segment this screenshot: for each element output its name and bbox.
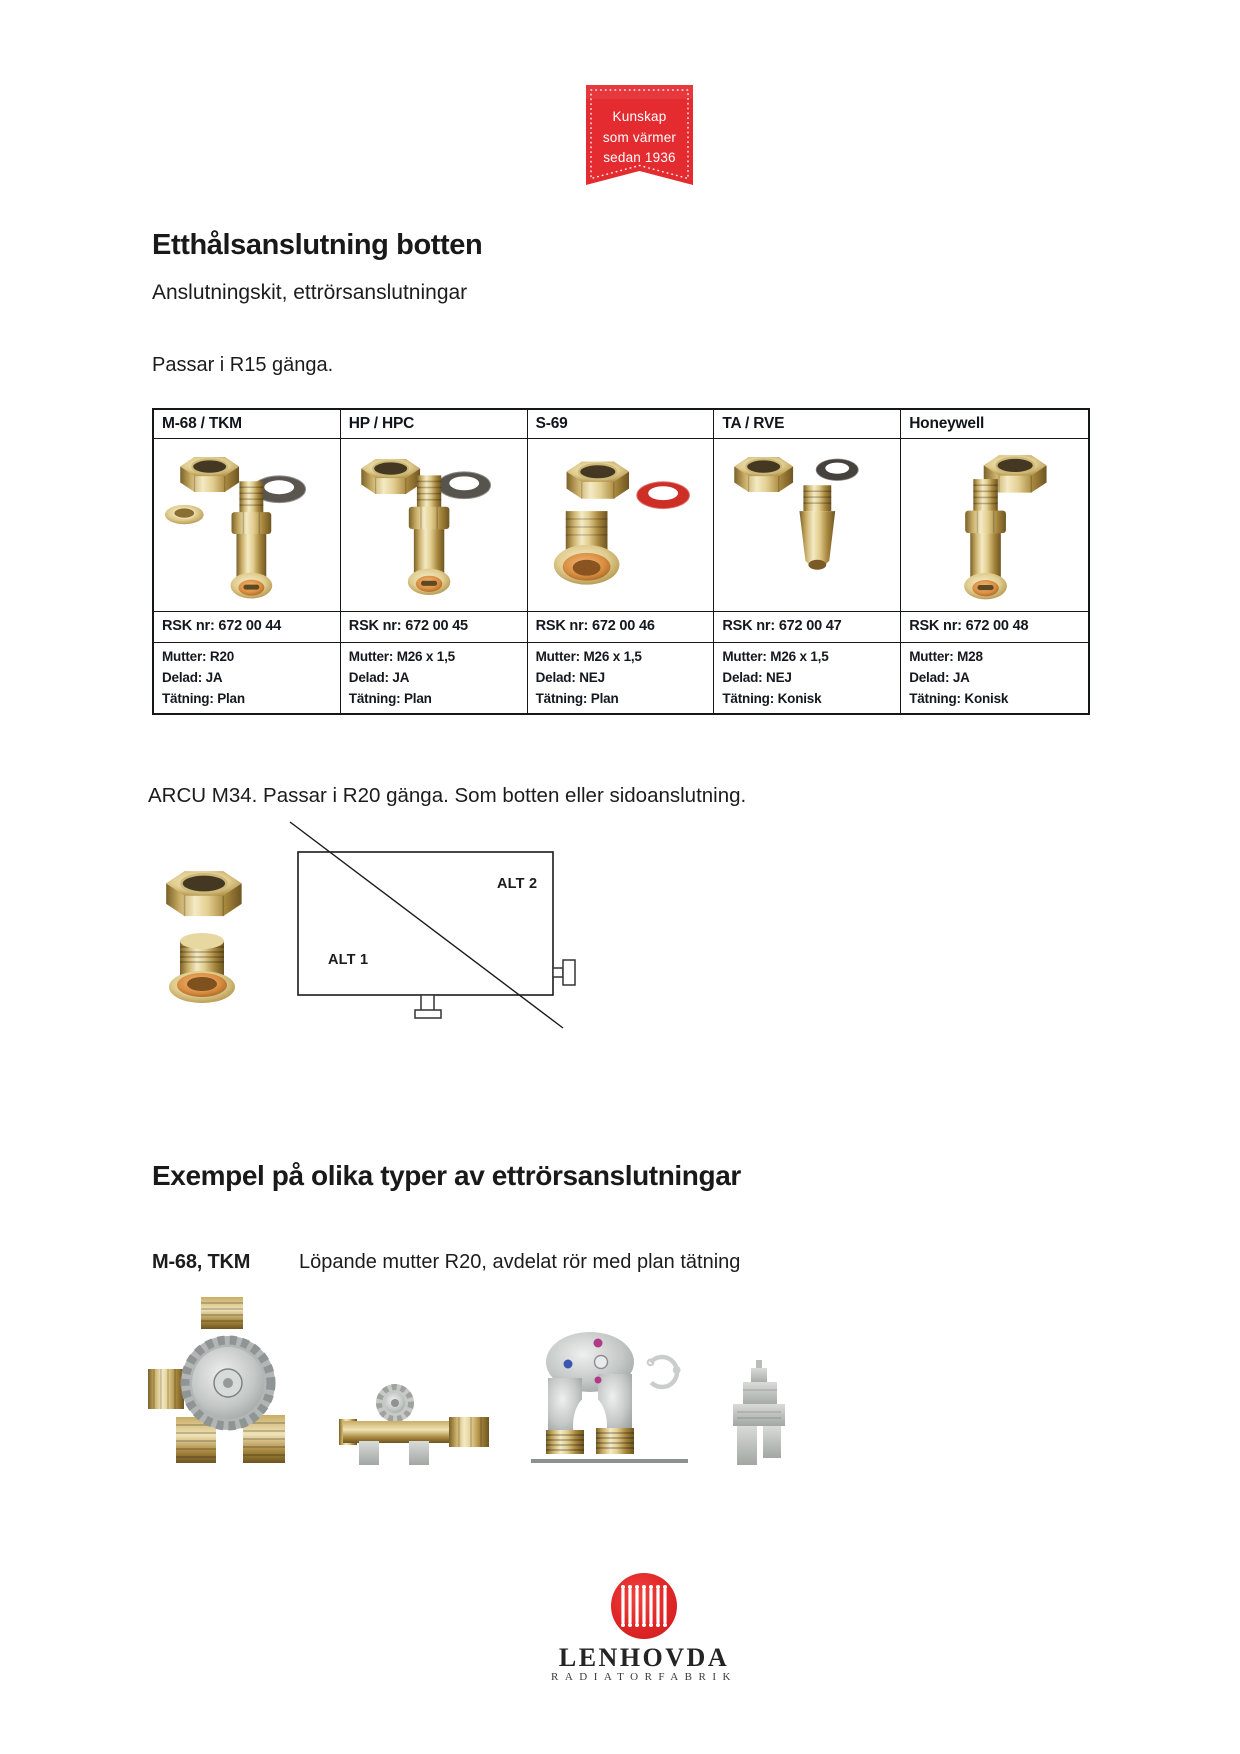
connection-kit-table <box>152 408 1090 715</box>
spec-tatning: Tätning: Plan <box>535 690 619 706</box>
product-photo-s69 <box>528 439 715 611</box>
product-photo-honeywell <box>901 439 1088 611</box>
photo-baseline <box>531 1459 688 1463</box>
column-header: Honeywell <box>909 415 985 432</box>
rsk-number: RSK nr: 672 00 48 <box>909 618 1029 634</box>
spec-mutter: Mutter: M26 x 1,5 <box>722 649 829 664</box>
spec-tatning: Tätning: Plan <box>162 690 245 706</box>
page-subtitle: Anslutningskit, ettrörsanslutningar <box>152 281 468 304</box>
valve-photo-m68-large <box>146 1295 311 1465</box>
knowledge-ribbon-badge <box>586 85 693 185</box>
column-header: S-69 <box>528 410 715 438</box>
spec-mutter: Mutter: M28 <box>909 649 983 664</box>
spec-cell <box>154 643 341 713</box>
spec-mutter: Mutter: M26 x 1,5 <box>348 649 455 664</box>
rsk-number: RSK nr: 672 00 47 <box>714 612 901 642</box>
table-photo-row <box>154 439 1088 612</box>
brand-name: LENHOVDA <box>558 1643 730 1672</box>
table-header-row <box>154 410 1088 439</box>
badge-line-2: som värmer <box>602 129 677 145</box>
spec-delad: Delad: NEJ <box>722 669 792 685</box>
valve-photo-m68-small <box>337 1383 502 1467</box>
arcu-nuts-photo <box>158 845 250 1010</box>
alt1-label: ALT 1 <box>328 952 369 968</box>
rsk-number: RSK nr: 672 00 46 <box>528 612 715 642</box>
page-title: Etthålsanslutning botten <box>152 229 483 261</box>
spec-cell <box>528 643 715 713</box>
product-photo-m68-tkm <box>154 439 341 611</box>
example-item-label: M-68, TKM <box>152 1251 251 1273</box>
product-photo-hp-hpc <box>341 439 528 611</box>
spec-mutter: Mutter: M26 x 1,5 <box>535 649 642 664</box>
valve-photo-grey <box>723 1360 795 1465</box>
table-spec-row <box>154 643 1088 713</box>
spec-cell <box>714 643 901 713</box>
badge-line-3: sedan 1936 <box>603 150 676 165</box>
rsk-number: RSK nr: 672 00 45 <box>341 612 528 642</box>
spec-delad: Delad: JA <box>162 669 223 685</box>
spec-cell <box>901 643 1088 713</box>
spec-delad: Delad: JA <box>348 669 410 685</box>
column-header: M-68 / TKM <box>154 410 341 438</box>
arcu-note: ARCU M34. Passar i R20 gänga. Som botten eller sidoanslutning. <box>148 784 747 807</box>
product-photo-ta-rve <box>714 439 901 611</box>
column-header: HP / HPC <box>341 410 528 438</box>
brand-subtitle: RADIATORFABRIK <box>551 1671 737 1683</box>
intro-text: Passar i R15 gänga. <box>152 354 334 376</box>
column-header: TA / RVE <box>714 410 901 438</box>
bottom-connection-stub <box>415 995 441 1018</box>
valve-photo-u-body <box>528 1330 688 1458</box>
alt2-label: ALT 2 <box>497 876 538 892</box>
lenhovda-logo <box>611 1573 677 1639</box>
radiator-connection-diagram <box>280 815 600 1040</box>
radiator-icon <box>611 1573 677 1639</box>
spec-tatning: Tätning: Konisk <box>722 690 822 706</box>
spec-cell <box>341 643 528 713</box>
badge-line-1: Kunskap <box>612 109 667 124</box>
examples-heading: Exempel på olika typer av ettrörsanslutningar <box>152 1160 741 1191</box>
badge-text <box>586 107 693 169</box>
side-connection-stub <box>553 960 575 985</box>
example-item-description: Löpande mutter R20, avdelat rör med plan tätning <box>299 1251 741 1273</box>
rsk-number: RSK nr: 672 00 44 <box>154 612 341 642</box>
spec-tatning: Tätning: Plan <box>348 690 432 706</box>
spec-delad: Delad: NEJ <box>535 669 605 685</box>
table-rsk-row <box>154 612 1088 643</box>
spec-tatning: Tätning: Konisk <box>909 690 1009 706</box>
spec-delad: Delad: JA <box>909 669 970 685</box>
spec-mutter: Mutter: R20 <box>162 649 235 664</box>
